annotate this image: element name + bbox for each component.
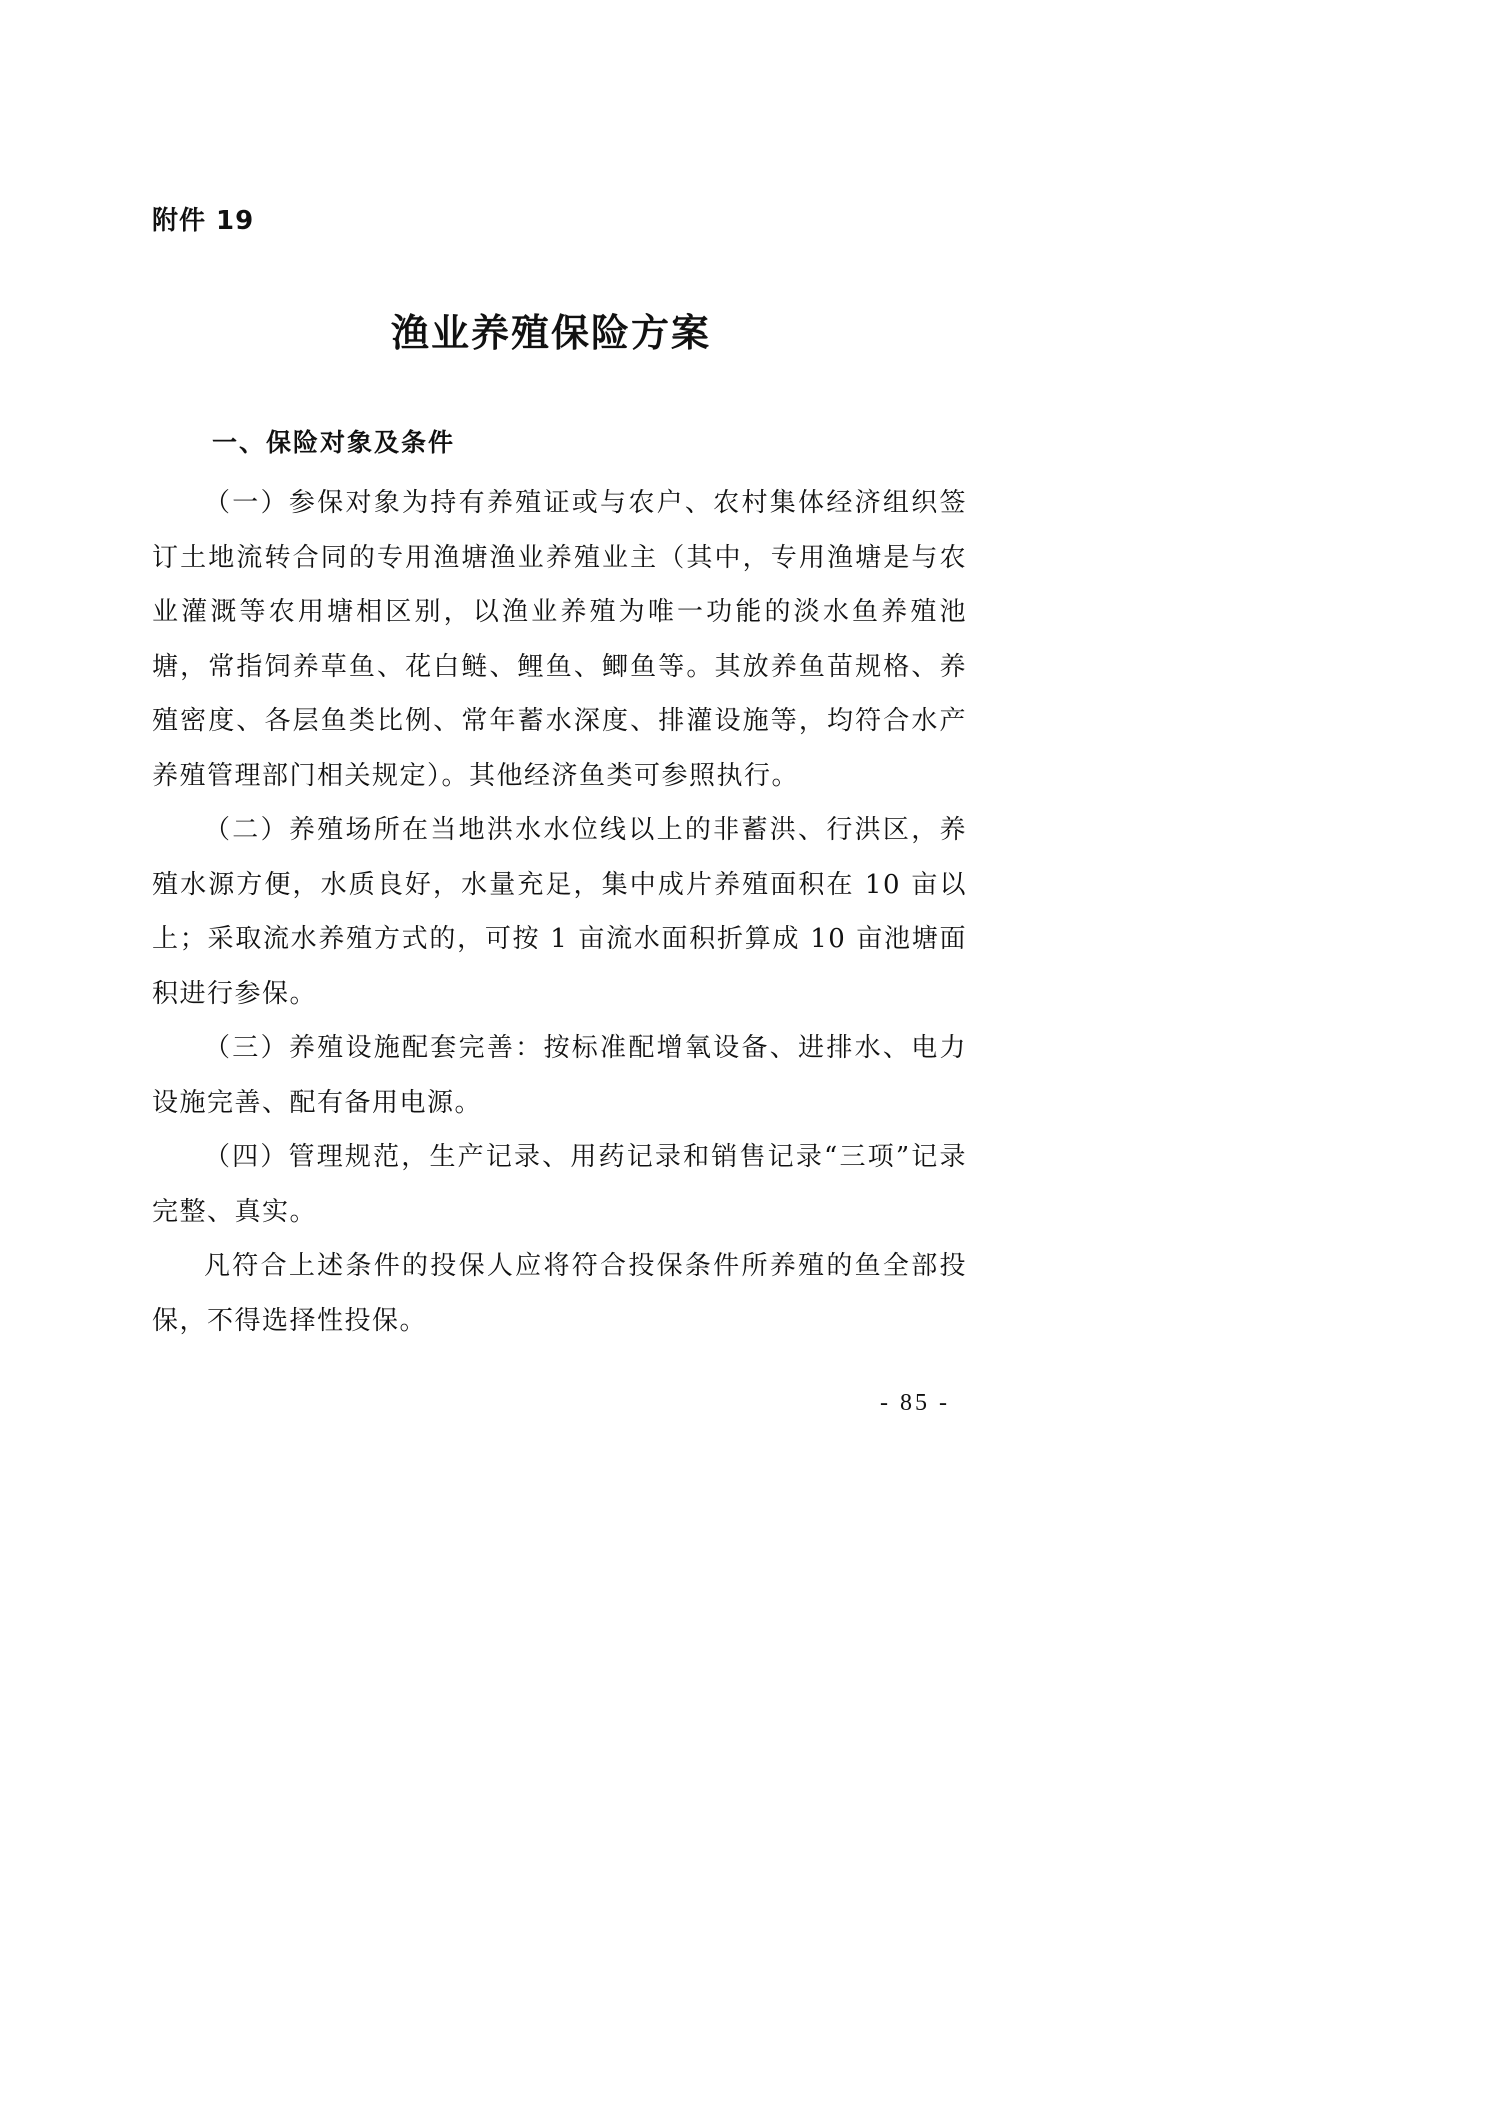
paragraph-2: （二）养殖场所在当地洪水水位线以上的非蓄洪、行洪区，养殖水源方便，水质良好，水量充足，集中成片养殖面积在 10 亩以上；采取流水养殖方式的，可按 1 亩流水面积折算成 10 亩池塘面积进行参保。 bbox=[152, 815, 967, 1009]
document-body bbox=[152, 476, 967, 1348]
paragraph-4: （四）管理规范，生产记录、用药记录和销售记录“三项”记录完整、真实。 bbox=[152, 1142, 967, 1227]
section-heading: 一、保险对象及条件 bbox=[212, 428, 456, 457]
paragraph-1: （一）参保对象为持有养殖证或与农户、农村集体经济组织签订土地流转合同的专用渔塘渔业养殖业主（其中，专用渔塘是与农业灌溉等农用塘相区别，以渔业养殖为唯一功能的淡水鱼养殖池塘，常指饲养草鱼、花白鲢、鲤鱼、鲫鱼等。其放养鱼苗规格、养殖密度、各层鱼类比例、常年蓄水深度、排灌设施等，均符合水产养殖管理部门相关规定）。其他经济鱼类可参照执行。 bbox=[152, 488, 967, 791]
document-title: 渔业养殖保险方案 bbox=[390, 310, 711, 355]
paragraph-5: 凡符合上述条件的投保人应将符合投保条件所养殖的鱼全部投保，不得选择性投保。 bbox=[152, 1251, 967, 1336]
page-number: - 85 - bbox=[880, 1390, 950, 1416]
paragraph-3: （三）养殖设施配套完善：按标准配增氧设备、进排水、电力设施完善、配有备用电源。 bbox=[152, 1033, 967, 1118]
attachment-label: 附件 19 bbox=[152, 206, 255, 236]
